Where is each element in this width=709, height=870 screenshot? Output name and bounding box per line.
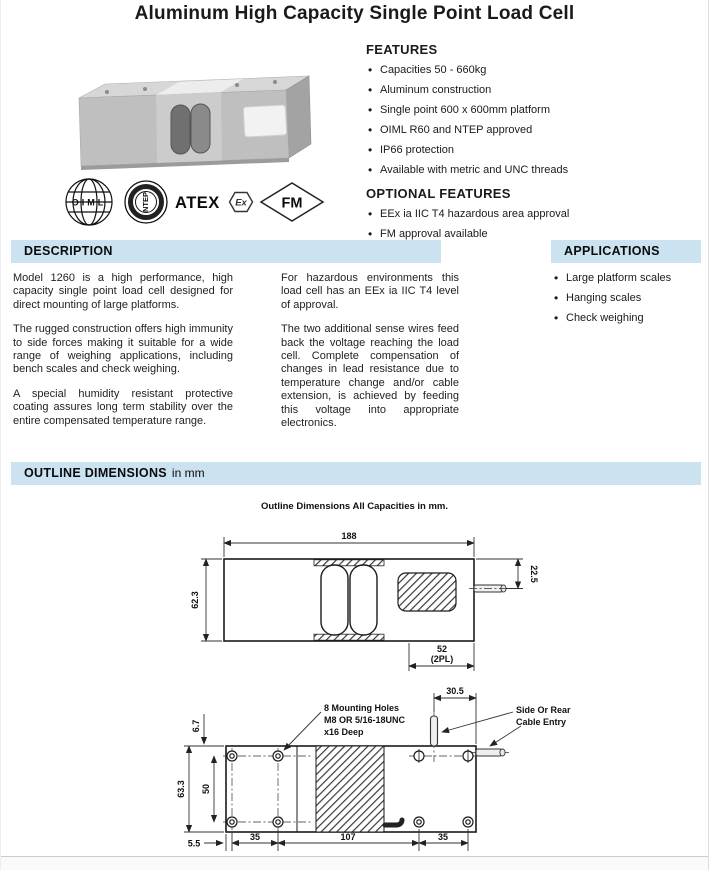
product-photo (61, 58, 316, 176)
description-paragraph: The rugged construction offers high immunity to side forces making it suitable for a wide range of weighing applications, including bench scales and check weighing. (13, 323, 233, 376)
screw-hole (105, 90, 109, 94)
description-section-header (11, 240, 441, 263)
loadcell-side-face (286, 76, 311, 158)
atex-logo-text: ATEX (175, 194, 220, 212)
screw-hole (143, 87, 147, 91)
description-column-2 (281, 272, 459, 441)
dim-label-top-edge: 6.7 (191, 719, 201, 733)
top-hatch-strip (314, 560, 384, 566)
features-heading: FEATURES (366, 42, 438, 57)
features-list (366, 64, 706, 176)
dim-label-hole-spacing: 50 (201, 783, 211, 795)
oiml-logo-text: OIML (71, 197, 107, 208)
feature-item: • OIML R60 and NTEP approved (366, 124, 706, 136)
applications-section (553, 272, 703, 332)
cable-stub-top (431, 716, 438, 746)
outline-heading-suffix: in mm (171, 466, 205, 480)
fm-logo-text: FM (281, 195, 303, 212)
note-mounting-line2: M8 OR 5/16-18UNC (324, 715, 406, 725)
dim-label-height: 62.3 (190, 591, 200, 609)
dim-label-span-mid: 107 (340, 832, 356, 842)
cable-stub-right (476, 749, 502, 756)
feature-item: • Available with metric and UNC threads (366, 164, 706, 176)
screw-hole (273, 80, 277, 84)
application-item: • Check weighing (553, 312, 703, 324)
ntep-logo-icon (125, 181, 167, 223)
page-bottom-edge (1, 856, 709, 870)
description-paragraph: A special humidity resistant protective coating assures long term stability over the entire compensated temperature range. (13, 387, 233, 427)
applications-heading-text: APPLICATIONS (564, 244, 660, 258)
screw-hole (235, 83, 239, 87)
optional-feature-item: • FM approval available (366, 228, 706, 240)
side-view-drawing (190, 531, 539, 671)
dim-label-foot: 52 (436, 644, 448, 654)
atex-ex-text: Ex (235, 197, 247, 209)
dim-label-body-height: 63.3 (176, 780, 186, 798)
applications-list (553, 272, 703, 324)
atex-logo-icon (175, 193, 253, 213)
features-section (366, 42, 706, 248)
ntep-logo-text: NTEP (140, 191, 150, 213)
dim-label-cable-offset: 30.5 (446, 686, 464, 696)
page-title: Aluminum High Capacity Single Point Load Cell (134, 3, 575, 24)
description-heading-text: DESCRIPTION (24, 244, 113, 258)
description-paragraph: For hazardous environments this load cell has an EEx ia IIC T4 level of approval. (281, 272, 459, 311)
feature-item: • IP66 protection (366, 144, 706, 156)
note-mounting-line1: 8 Mounting Holes (324, 703, 399, 713)
optional-feature-item: • EEx ia IIC T4 hazardous area approval (366, 208, 706, 220)
optional-features-heading: OPTIONAL FEATURES (366, 186, 511, 201)
hatched-area-top (316, 746, 384, 832)
binocular-hole-left (171, 105, 190, 154)
dim-label-span-left: 35 (249, 832, 261, 842)
feature-item: • Single point 600 x 600mm platform (366, 104, 706, 116)
applications-section-header (551, 240, 701, 263)
dim-label-foot-note: (2PL) (430, 654, 454, 664)
binocular-cutout-left (321, 565, 348, 635)
oiml-logo-icon (66, 179, 112, 225)
dim-label-width: 188 (341, 531, 357, 541)
description-paragraph: The two additional sense wires feed back the voltage reaching the load cell. Complete compensation of changes in lead resistance due to temperature change and/or cable extension, is achieved by feeding this voltage into appropriate electronics. (281, 323, 459, 430)
note-cable-line1: Side Or Rear (516, 705, 571, 715)
dim-label-cable-height: 22.5 (529, 565, 539, 583)
optional-features-list (366, 208, 706, 240)
note-cable-line2: Cable Entry (516, 717, 567, 727)
drawing-caption: Outline Dimensions All Capacities in mm. (260, 501, 449, 512)
feature-item: • Aluminum construction (366, 84, 706, 96)
dim-label-left-edge: 5.5 (187, 838, 201, 849)
dim-label-span-right: 35 (437, 832, 449, 842)
approval-logos (63, 176, 331, 228)
application-item: • Large platform scales (553, 272, 703, 284)
binocular-hole-right (191, 104, 210, 153)
label-patch (243, 105, 287, 137)
binocular-cutout-right (350, 565, 377, 635)
hatched-area (398, 573, 456, 611)
bottom-hatch-strip (314, 634, 384, 640)
outline-dimensions-header (11, 462, 701, 485)
description-column-1 (13, 272, 233, 439)
top-view-drawing (176, 686, 571, 851)
note-mounting-line3: x16 Deep (324, 727, 364, 737)
feature-item: • Capacities 50 - 660kg (366, 64, 706, 76)
outline-heading-text: OUTLINE DIMENSIONS (24, 466, 167, 480)
description-paragraph: Model 1260 is a high performance, high capacity single point load cell designed for direct mounting of large platforms. (13, 272, 233, 311)
outline-drawings (1, 520, 709, 858)
application-item: • Hanging scales (553, 292, 703, 304)
fm-logo-icon (261, 183, 323, 221)
